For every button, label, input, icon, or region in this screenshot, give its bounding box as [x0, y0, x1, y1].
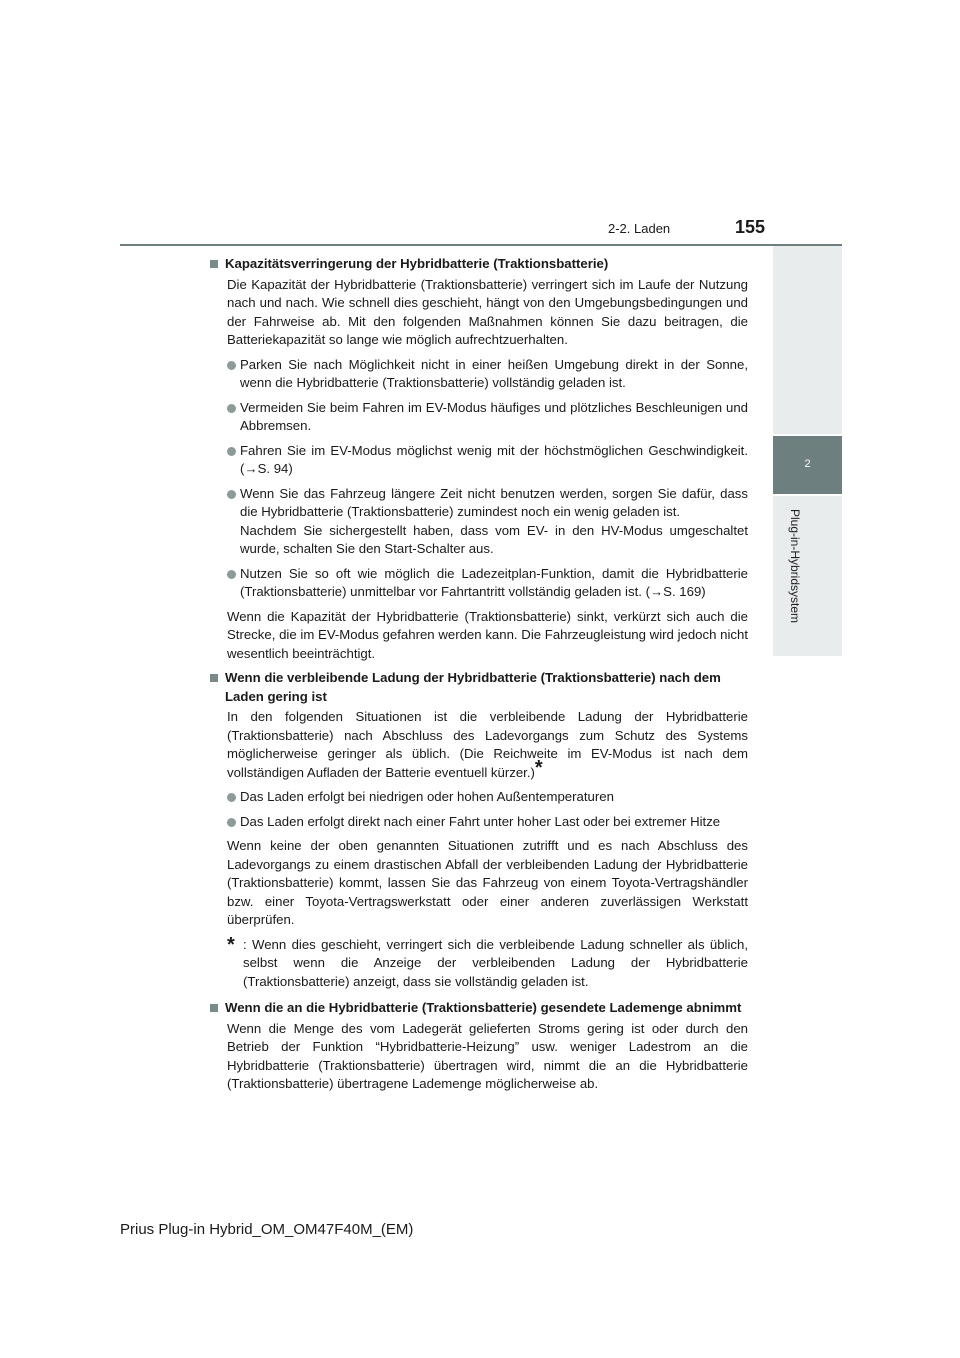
paragraph: Die Kapazität der Hybridbatterie (Traktionsbatterie) verringert sich im Laufe der Nutzung nach und nach. Wie schnell dies geschieht, hängt von den Umgebungsbedingungen und der Fahrweise ab. Mit den folgenden Maßnahmen können Sie dazu beitragen, die Batteriekapazität so lange wie möglich aufrechtzuerhalten.: [227, 276, 748, 347]
section-heading-text: Wenn die verbleibende Ladung der Hybridbatterie (Traktionsbatterie) nach dem Laden gering ist: [225, 670, 721, 704]
chapter-number: 2: [804, 458, 811, 470]
list-item: [227, 485, 748, 559]
section-charge-amount: [210, 999, 748, 1094]
bullet-dot-icon: [227, 818, 236, 827]
footnote-mark: [227, 933, 243, 992]
bullet-dot-icon: [227, 490, 236, 499]
bullet-dot-icon: [227, 361, 236, 370]
list-item-text: Fahren Sie im EV-Modus möglichst wenig mit der höchstmöglichen Geschwindigkeit. (→S. 94): [240, 442, 748, 476]
bullet-dot-icon: [227, 793, 236, 802]
section-capacity: [210, 255, 748, 663]
section-heading: [210, 255, 748, 274]
square-icon: [210, 1004, 218, 1012]
section-heading-text: Kapazitätsverringerung der Hybridbatterie (Traktionsbatterie): [225, 256, 609, 271]
footnote-marker: *: [227, 933, 235, 956]
list-item-text: Das Laden erfolgt bei niedrigen oder hohen Außentemperaturen: [240, 789, 614, 804]
list-item-text: Parken Sie nach Möglichkeit nicht in einer heißen Umgebung direkt in der Sonne, wenn die Hybridbatterie (Traktionsbatterie) vollständig geladen ist.: [240, 356, 748, 390]
paragraph: Wenn die Kapazität der Hybridbatterie (Traktionsbatterie) sinkt, verkürzt sich auch die Strecke, die im EV-Modus gefahren werden kann. Die Fahrzeugleistung wird jedoch nicht wesentlich beeinträchtigt.: [227, 608, 748, 661]
list-item-text: Das Laden erfolgt direkt nach einer Fahrt unter hoher Last oder bei extremer Hitze: [240, 813, 721, 829]
list-item-text: Wenn Sie das Fahrzeug längere Zeit nicht benutzen werden, sorgen Sie dafür, dass die Hybridbatterie (Traktionsbatterie) zumindest noch ein wenig geladen ist.: [240, 485, 748, 519]
chapter-label: Plug-in-Hybridsystem: [788, 508, 802, 624]
footnote-text: : Wenn dies geschieht, verringert sich die verbleibende Ladung schneller als üblich, selbst wenn die Anzeige der verbleibenden Ladung der Hybridbatterie (Traktionsbatterie) anzeigt, dass sie vollständig geladen ist.: [243, 936, 748, 989]
bullet-dot-icon: [227, 404, 236, 413]
paragraph: Wenn die Menge des vom Ladegerät gelieferten Stroms gering ist oder durch den Betrieb der Funktion “Hybridbatterie-Heizung” usw. weniger Ladestrom an die Hybridbatterie (Traktionsbatterie) übertragen wird, nimmt die an die Hybridbatterie (Traktionsbatterie) übertragene Lademenge möglicherweise ab.: [227, 1020, 748, 1091]
bullet-dot-icon: [227, 447, 236, 456]
section-heading: [210, 669, 748, 706]
footnote-marker: *: [534, 756, 543, 779]
side-tab-lower-band: [773, 496, 842, 656]
section-heading-text: Wenn die an die Hybridbatterie (Traktionsbatterie) gesendete Lademenge abnimmt: [225, 1000, 742, 1015]
square-icon: [210, 674, 218, 682]
list-item: [227, 356, 748, 393]
side-tab-upper-band: [773, 246, 842, 434]
list-item-body: [240, 485, 748, 559]
list-item: [227, 399, 748, 436]
list-item-text: Nutzen Sie so oft wie möglich die Ladezeitplan-Funktion, damit die Hybridbatterie (Traktionsbatterie) unmittelbar vor Fahrtantritt vollständig geladen ist. (→S. 169): [240, 565, 748, 599]
section-heading: [210, 999, 748, 1018]
section-low-charge: [210, 669, 748, 991]
list-item-continuation: Nachdem Sie sichergestellt haben, dass vom EV- in den HV-Modus umgeschaltet wurde, schalten Sie den Start-Schalter aus.: [240, 522, 748, 556]
header-rule: [120, 244, 842, 246]
list-item: [227, 565, 748, 602]
page-number: 155: [735, 217, 766, 237]
section-title: 2-2. Laden: [608, 221, 671, 236]
paragraph-text: In den folgenden Situationen ist die verbleibende Ladung der Hybridbatterie (Traktionsbatterie) nach Abschluss des Ladevorgangs zum Schutz des Systems möglicherweise geringer als üblich. (Die Reichweite im EV-Modus ist nach dem vollständigen Aufladen der Batterie eventuell kürzer.): [227, 709, 748, 780]
bullet-dot-icon: [227, 570, 236, 579]
footnote: [227, 933, 748, 992]
main-content: [210, 255, 748, 1100]
paragraph: [227, 708, 748, 782]
list-item-text: Vermeiden Sie beim Fahren im EV-Modus häufiges und plötzliches Beschleunigen und Abbremsen.: [240, 399, 748, 433]
square-icon: [210, 260, 218, 268]
paragraph: Wenn keine der oben genannten Situationen zutrifft und es nach Abschluss des Ladevorgangs zu einem drastischen Abfall der verbleibenden Ladung der Hybridbatterie (Traktionsbatterie) kommt, lassen Sie das Fahrzeug von einem Toyota-Vertragshändler bzw. einer Toyota-Vertragswerkstatt oder einer anderen zuverlässigen Werkstatt überprüfen.: [227, 838, 748, 927]
footer-document-id: Prius Plug-in Hybrid_OM_OM47F40M_(EM): [120, 1221, 414, 1238]
list-item: [227, 442, 748, 479]
chapter-tab: [773, 436, 842, 494]
list-item: [227, 788, 748, 807]
list-item: [227, 813, 748, 832]
